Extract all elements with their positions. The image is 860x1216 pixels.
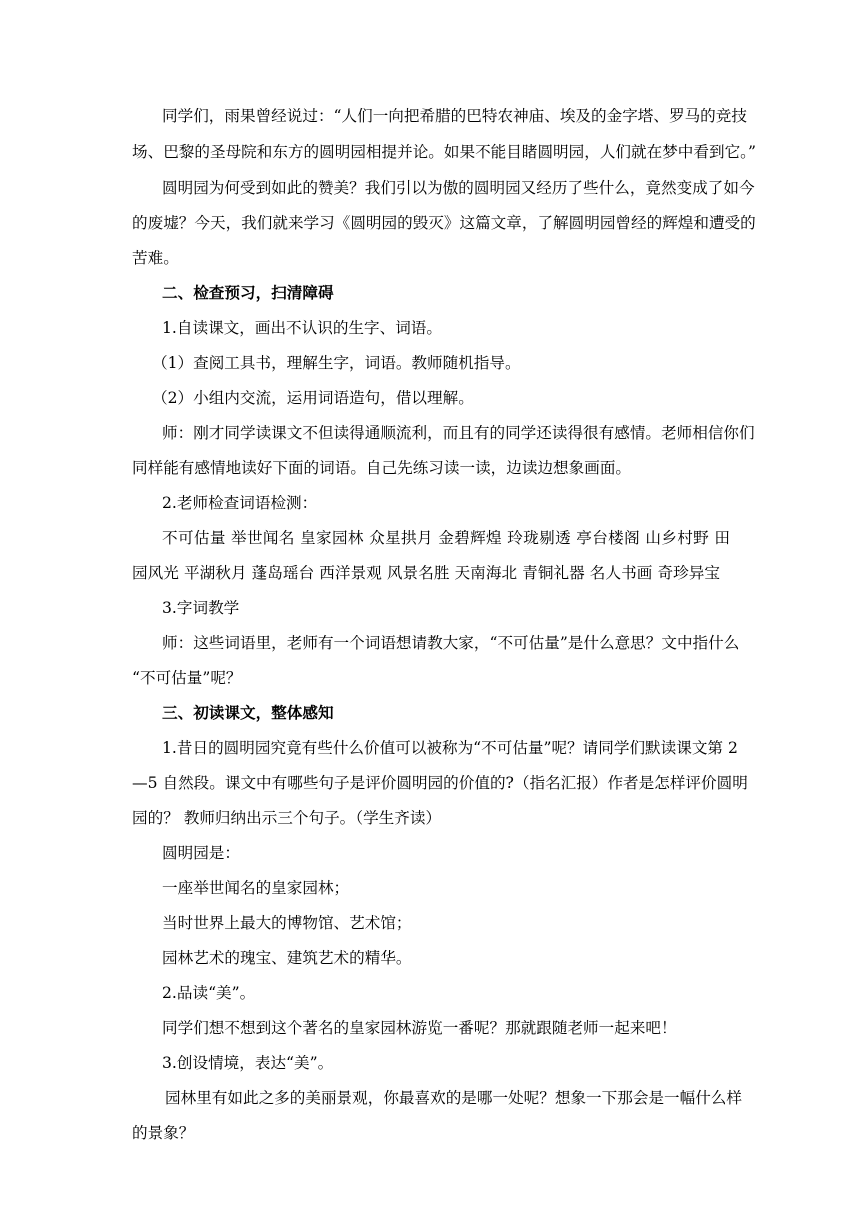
vocabulary-line: 园风光 平湖秋月 蓬岛瑶台 西洋景观 风景名胜 天南海北 青铜礼器 名人书画 奇珍异宝 — [132, 564, 720, 582]
list-item: 一座举世闻名的皇家园林； — [162, 879, 350, 897]
paragraph-line: 1.昔日的圆明园究竟有些什么价值可以被称为“不可估量”呢？请同学们默读课文第 2 — [162, 739, 738, 757]
paragraph-line: 同样能有感情地读好下面的词语。自己先练习读一读，边读边想象画面。 — [132, 459, 632, 477]
list-item: 园林艺术的瑰宝、建筑艺术的精华。 — [162, 949, 412, 967]
paragraph-line: 场、巴黎的圣母院和东方的圆明园相提并论。如果不能目睹圆明园，人们就在梦中看到它。” — [132, 143, 756, 161]
paragraph-line: —5 自然段。课文中有哪些句子是评价圆明园的价值的?（指名汇报）作者是怎样评价圆明 — [132, 774, 748, 792]
paragraph-line: 圆明园是： — [162, 844, 240, 862]
section-heading: 三、初读课文，整体感知 — [162, 704, 334, 722]
paragraph-line: 2.品读“美”。 — [162, 984, 256, 1002]
paragraph-line: （2）小组内交流，运用词语造句，借以理解。 — [152, 389, 474, 407]
paragraph-line: （1）查阅工具书，理解生字，词语。教师随机指导。 — [152, 354, 521, 372]
paragraph-line: 同学们，雨果曾经说过：“人们一向把希腊的巴特农神庙、埃及的金字塔、罗马的竞技 — [162, 107, 747, 125]
paragraph-line: 师：刚才同学读课文不但读得通顺流利，而且有的同学还读得很有感情。老师相信你们 — [162, 424, 755, 442]
paragraph-line: 园林里有如此之多的美丽景观，你最喜欢的是哪一处呢？想象一下那会是一幅什么样 — [165, 1089, 742, 1107]
paragraph-line: 园的？ 教师归纳出示三个句子。（学生齐读） — [132, 809, 442, 827]
paragraph-line: 苦难。 — [132, 249, 179, 267]
paragraph-line: 2.老师检查词语检测： — [162, 494, 318, 512]
paragraph-line: 1.自读课文，画出不认识的生字、词语。 — [162, 319, 442, 337]
vocabulary-line: 不可估量 举世闻名 皇家园林 众星拱月 金碧辉煌 玲珑剔透 亭台楼阁 山乡村野 田 — [162, 529, 730, 547]
paragraph-line: 3.创设情境，表达“美”。 — [162, 1054, 334, 1072]
paragraph-line: 师：这些词语里，老师有一个词语想请教大家，“不可估量”是什么意思？文中指什么 — [162, 634, 740, 652]
paragraph-line: 同学们想不想到这个著名的皇家园林游览一番呢？那就跟随老师一起来吧！ — [162, 1019, 677, 1037]
paragraph-line: 的景象？ — [132, 1124, 195, 1142]
paragraph-line: 3.字词教学 — [162, 599, 240, 617]
section-heading: 二、检查预习，扫清障碍 — [162, 284, 334, 302]
paragraph-line: “不可估量”呢？ — [132, 669, 242, 687]
paragraph-line: 的废墟？今天，我们就来学习《圆明园的毁灭》这篇文章，了解圆明园曾经的辉煌和遭受的 — [132, 214, 756, 232]
list-item: 当时世界上最大的博物馆、艺术馆； — [162, 914, 412, 932]
paragraph-line: 圆明园为何受到如此的赞美？我们引以为傲的圆明园又经历了些什么，竟然变成了如今 — [162, 179, 755, 197]
